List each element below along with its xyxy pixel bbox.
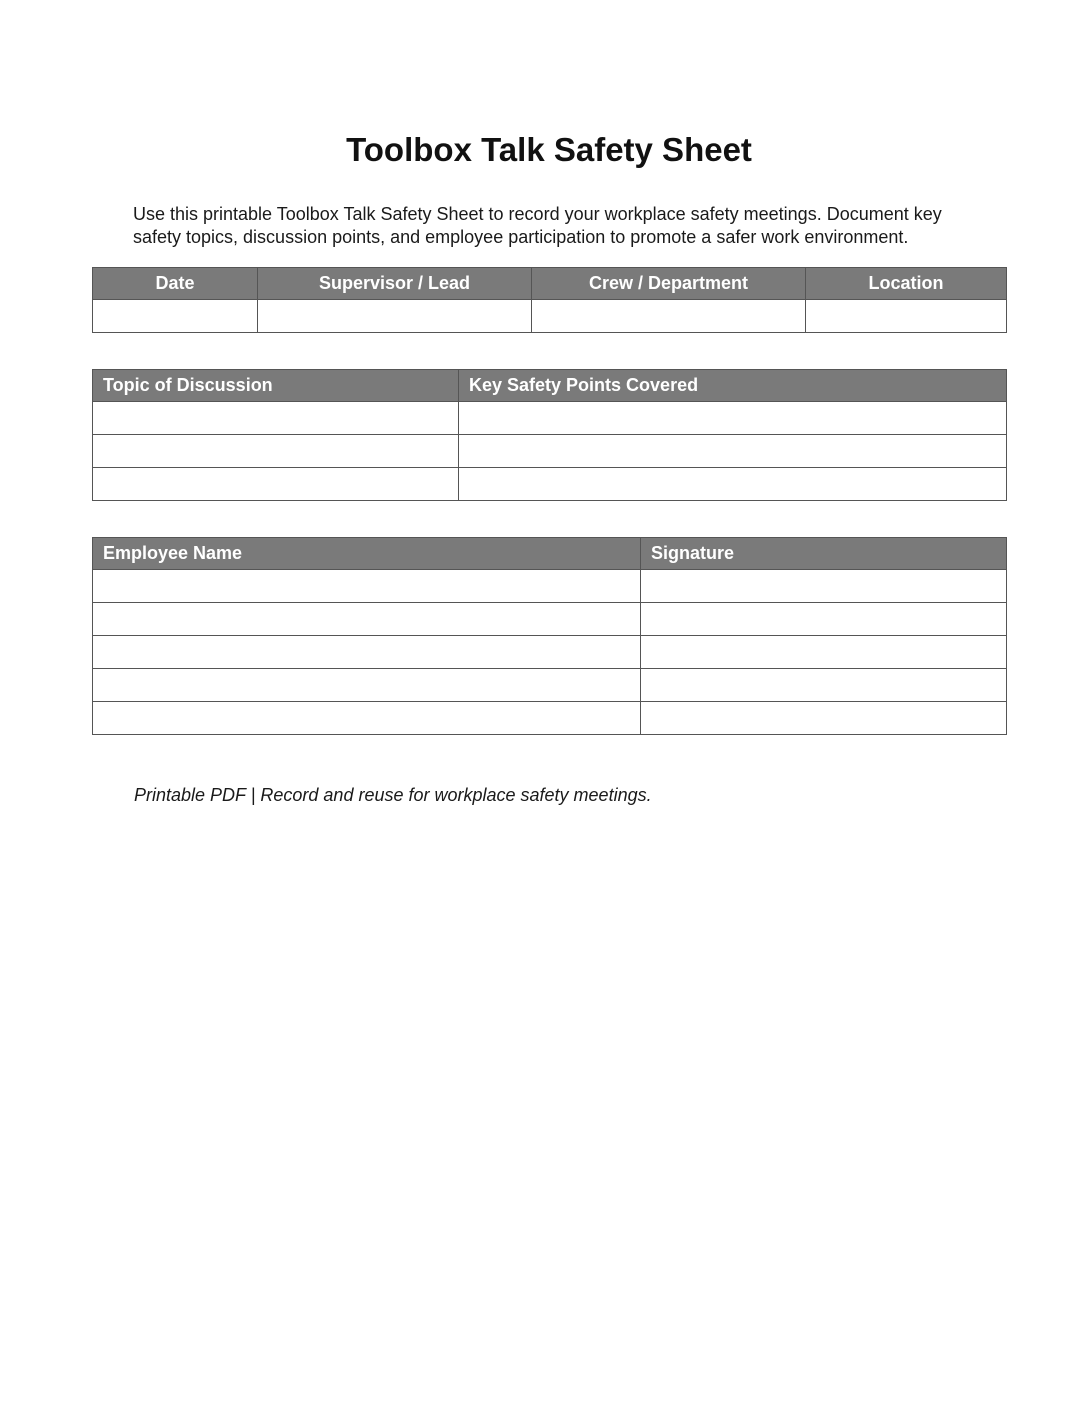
signature-field[interactable] bbox=[641, 702, 1007, 735]
column-header-location: Location bbox=[806, 268, 1007, 300]
crew-field[interactable] bbox=[532, 300, 806, 333]
employee-name-field[interactable] bbox=[93, 669, 641, 702]
key-points-field[interactable] bbox=[459, 402, 1007, 435]
table-row bbox=[93, 702, 1007, 735]
table-header-row bbox=[93, 268, 1007, 300]
signature-field[interactable] bbox=[641, 669, 1007, 702]
employee-name-field[interactable] bbox=[93, 570, 641, 603]
table-row bbox=[93, 402, 1007, 435]
intro-paragraph: Use this printable Toolbox Talk Safety Sheet to record your workplace safety meetings. Document key safety topics, discussion points, and employee participation to promote a safer work environment. bbox=[133, 204, 942, 247]
column-header-crew: Crew / Department bbox=[532, 268, 806, 300]
employee-name-field[interactable] bbox=[93, 636, 641, 669]
employees-table bbox=[92, 537, 1007, 735]
table-row bbox=[93, 468, 1007, 501]
column-header-topic: Topic of Discussion bbox=[93, 370, 459, 402]
column-header-signature: Signature bbox=[641, 538, 1007, 570]
topic-field[interactable] bbox=[93, 402, 459, 435]
supervisor-field[interactable] bbox=[258, 300, 532, 333]
location-field[interactable] bbox=[806, 300, 1007, 333]
column-header-supervisor: Supervisor / Lead bbox=[258, 268, 532, 300]
page-title: Toolbox Talk Safety Sheet bbox=[346, 131, 752, 168]
table-row bbox=[93, 570, 1007, 603]
signature-field[interactable] bbox=[641, 636, 1007, 669]
topic-field[interactable] bbox=[93, 468, 459, 501]
footer-note: Printable PDF | Record and reuse for workplace safety meetings. bbox=[134, 785, 652, 805]
key-points-field[interactable] bbox=[459, 435, 1007, 468]
topic-field[interactable] bbox=[93, 435, 459, 468]
signature-field[interactable] bbox=[641, 570, 1007, 603]
table-row bbox=[93, 636, 1007, 669]
topics-table bbox=[92, 369, 1007, 501]
meeting-info-table bbox=[92, 267, 1007, 333]
employee-name-field[interactable] bbox=[93, 702, 641, 735]
column-header-employee-name: Employee Name bbox=[93, 538, 641, 570]
column-header-key-points: Key Safety Points Covered bbox=[459, 370, 1007, 402]
column-header-date: Date bbox=[93, 268, 258, 300]
table-row bbox=[93, 669, 1007, 702]
employee-name-field[interactable] bbox=[93, 603, 641, 636]
table-row bbox=[93, 603, 1007, 636]
date-field[interactable] bbox=[93, 300, 258, 333]
table-header-row bbox=[93, 538, 1007, 570]
table-header-row bbox=[93, 370, 1007, 402]
key-points-field[interactable] bbox=[459, 468, 1007, 501]
table-row bbox=[93, 435, 1007, 468]
table-row bbox=[93, 300, 1007, 333]
signature-field[interactable] bbox=[641, 603, 1007, 636]
